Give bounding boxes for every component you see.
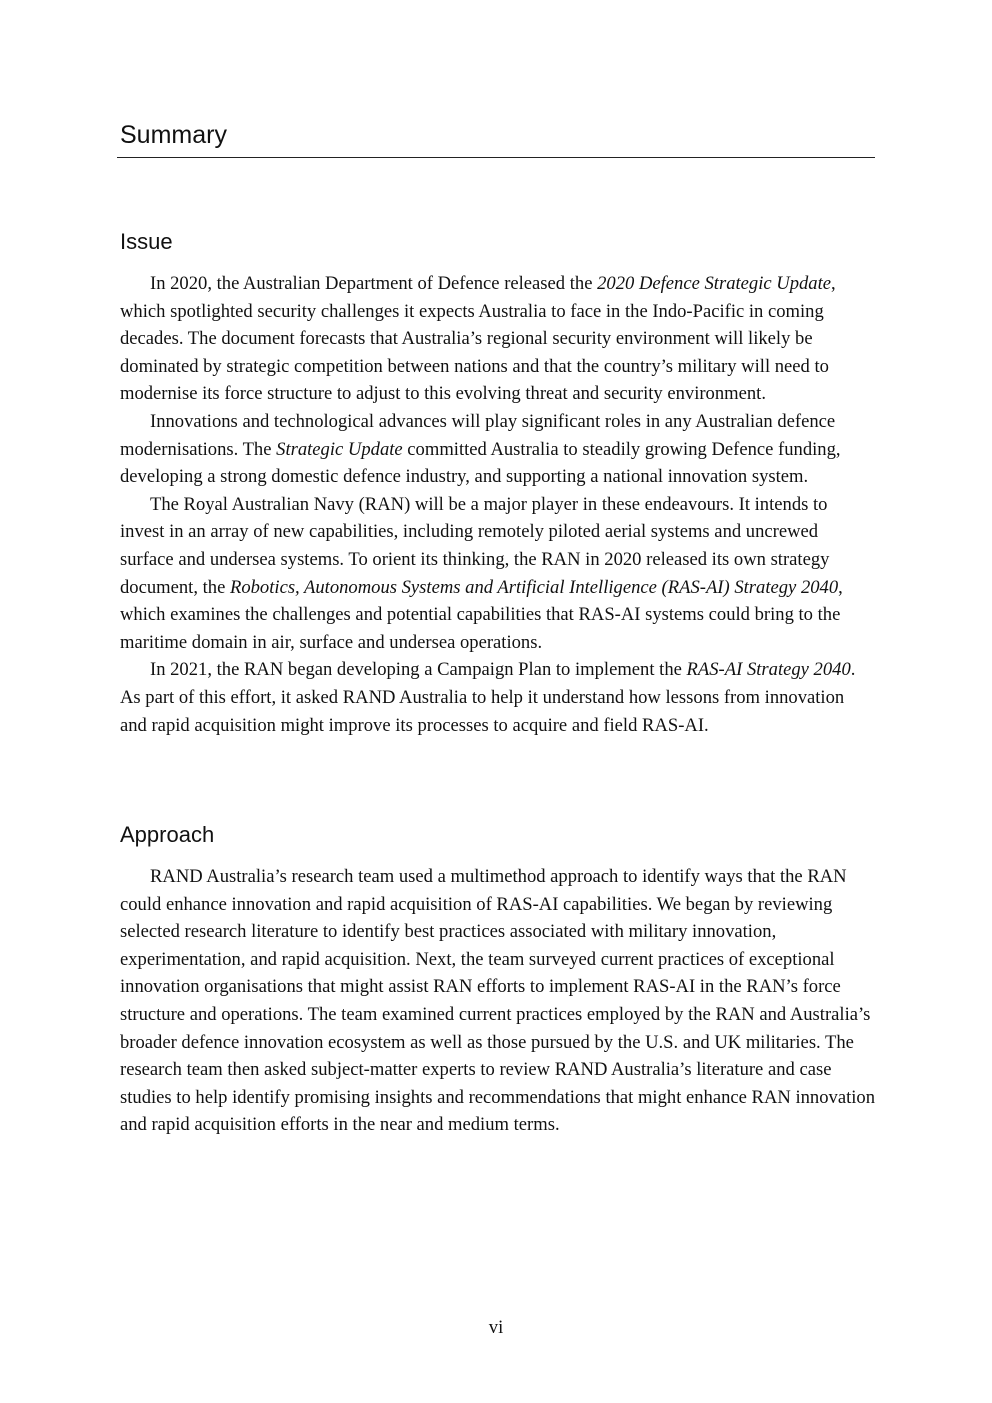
issue-paragraph-1 — [120, 270, 875, 408]
issue-p4-italic-title: RAS-AI Strategy 2040 — [686, 659, 851, 681]
page-number: vi — [488, 1317, 504, 1338]
issue-p2-italic-title: Strategic Update — [276, 438, 403, 460]
issue-body — [120, 270, 875, 739]
issue-p4-text-b: . As part of this effort, it asked RAND Australia to help it understand how lessons from innovation and rapid acquisition might improve its processes to acquire and field RAS-AI. — [120, 659, 856, 736]
title-rule — [117, 157, 875, 158]
issue-paragraph-2 — [120, 408, 875, 491]
issue-heading: Issue — [120, 229, 173, 254]
issue-p2-text-b: committed Australia to steadily growing Defence funding, developing a strong domestic defence industry, and supporting a national innovation system. — [120, 438, 841, 488]
issue-p1-text-a: In 2020, the Australian Department of Defence released the — [150, 273, 598, 294]
approach-paragraph-1: RAND Australia’s research team used a multimethod approach to identify ways that the RAN could enhance innovation and rapid acquisition of RAS-AI capabilities. We began by reviewing selected research literature to identify best practices associated with military innovation, experimentation, and rapid acquisition. Next, the team surveyed current practices of exceptional innovation organisations that might assist RAN efforts to implement RAS-AI in the RAN’s force structure and operations. The team examined current practices employed by the RAN and Australia’s broader defence innovation ecosystem as well as those pursued by the U.S. and UK militaries. The research team then asked subject-matter experts to review RAND Australia’s literature and case studies to help identify promising insights and recommendations that might enhance RAN innovation and rapid acquisition efforts in the near and medium terms. — [120, 866, 875, 1136]
issue-p3-italic-title: Robotics, Autonomous Systems and Artificial Intelligence (RAS-AI) Strategy 2040 — [229, 576, 839, 598]
approach-body — [120, 863, 875, 1139]
issue-paragraph-3 — [120, 491, 875, 657]
issue-p3-text-a: The Royal Australian Navy (RAN) will be a major player in these endeavours. It intends to invest in an array of new capabilities, including remotely piloted aerial systems and uncrewed surface and undersea systems. To orient its thinking, the RAN in 2020 released its own strategy document, the — [120, 493, 830, 598]
issue-paragraph-4 — [120, 656, 875, 739]
page-title: Summary — [120, 121, 227, 149]
issue-p1-text-b: , which spotlighted security challenges it expects Australia to face in the Indo-Pacific in coming decades. The document forecasts that Australia’s regional security environment will likely be dominated by strategic competition between nations and that the country’s military will need to modernise its force structure to adjust to this evolving threat and security environment. — [120, 273, 836, 405]
issue-p3-text-b: , which examines the challenges and potential capabilities that RAS-AI systems could bring to the maritime domain in air, surface and undersea operations. — [120, 576, 843, 653]
issue-p2-text-a: Innovations and technological advances will play significant roles in any Australian defence modernisations. The — [120, 410, 836, 460]
issue-p4-text-a: In 2021, the RAN began developing a Campaign Plan to implement the — [150, 659, 687, 681]
issue-p1-italic-title: 2020 Defence Strategic Update — [597, 273, 832, 294]
approach-heading: Approach — [120, 822, 215, 847]
